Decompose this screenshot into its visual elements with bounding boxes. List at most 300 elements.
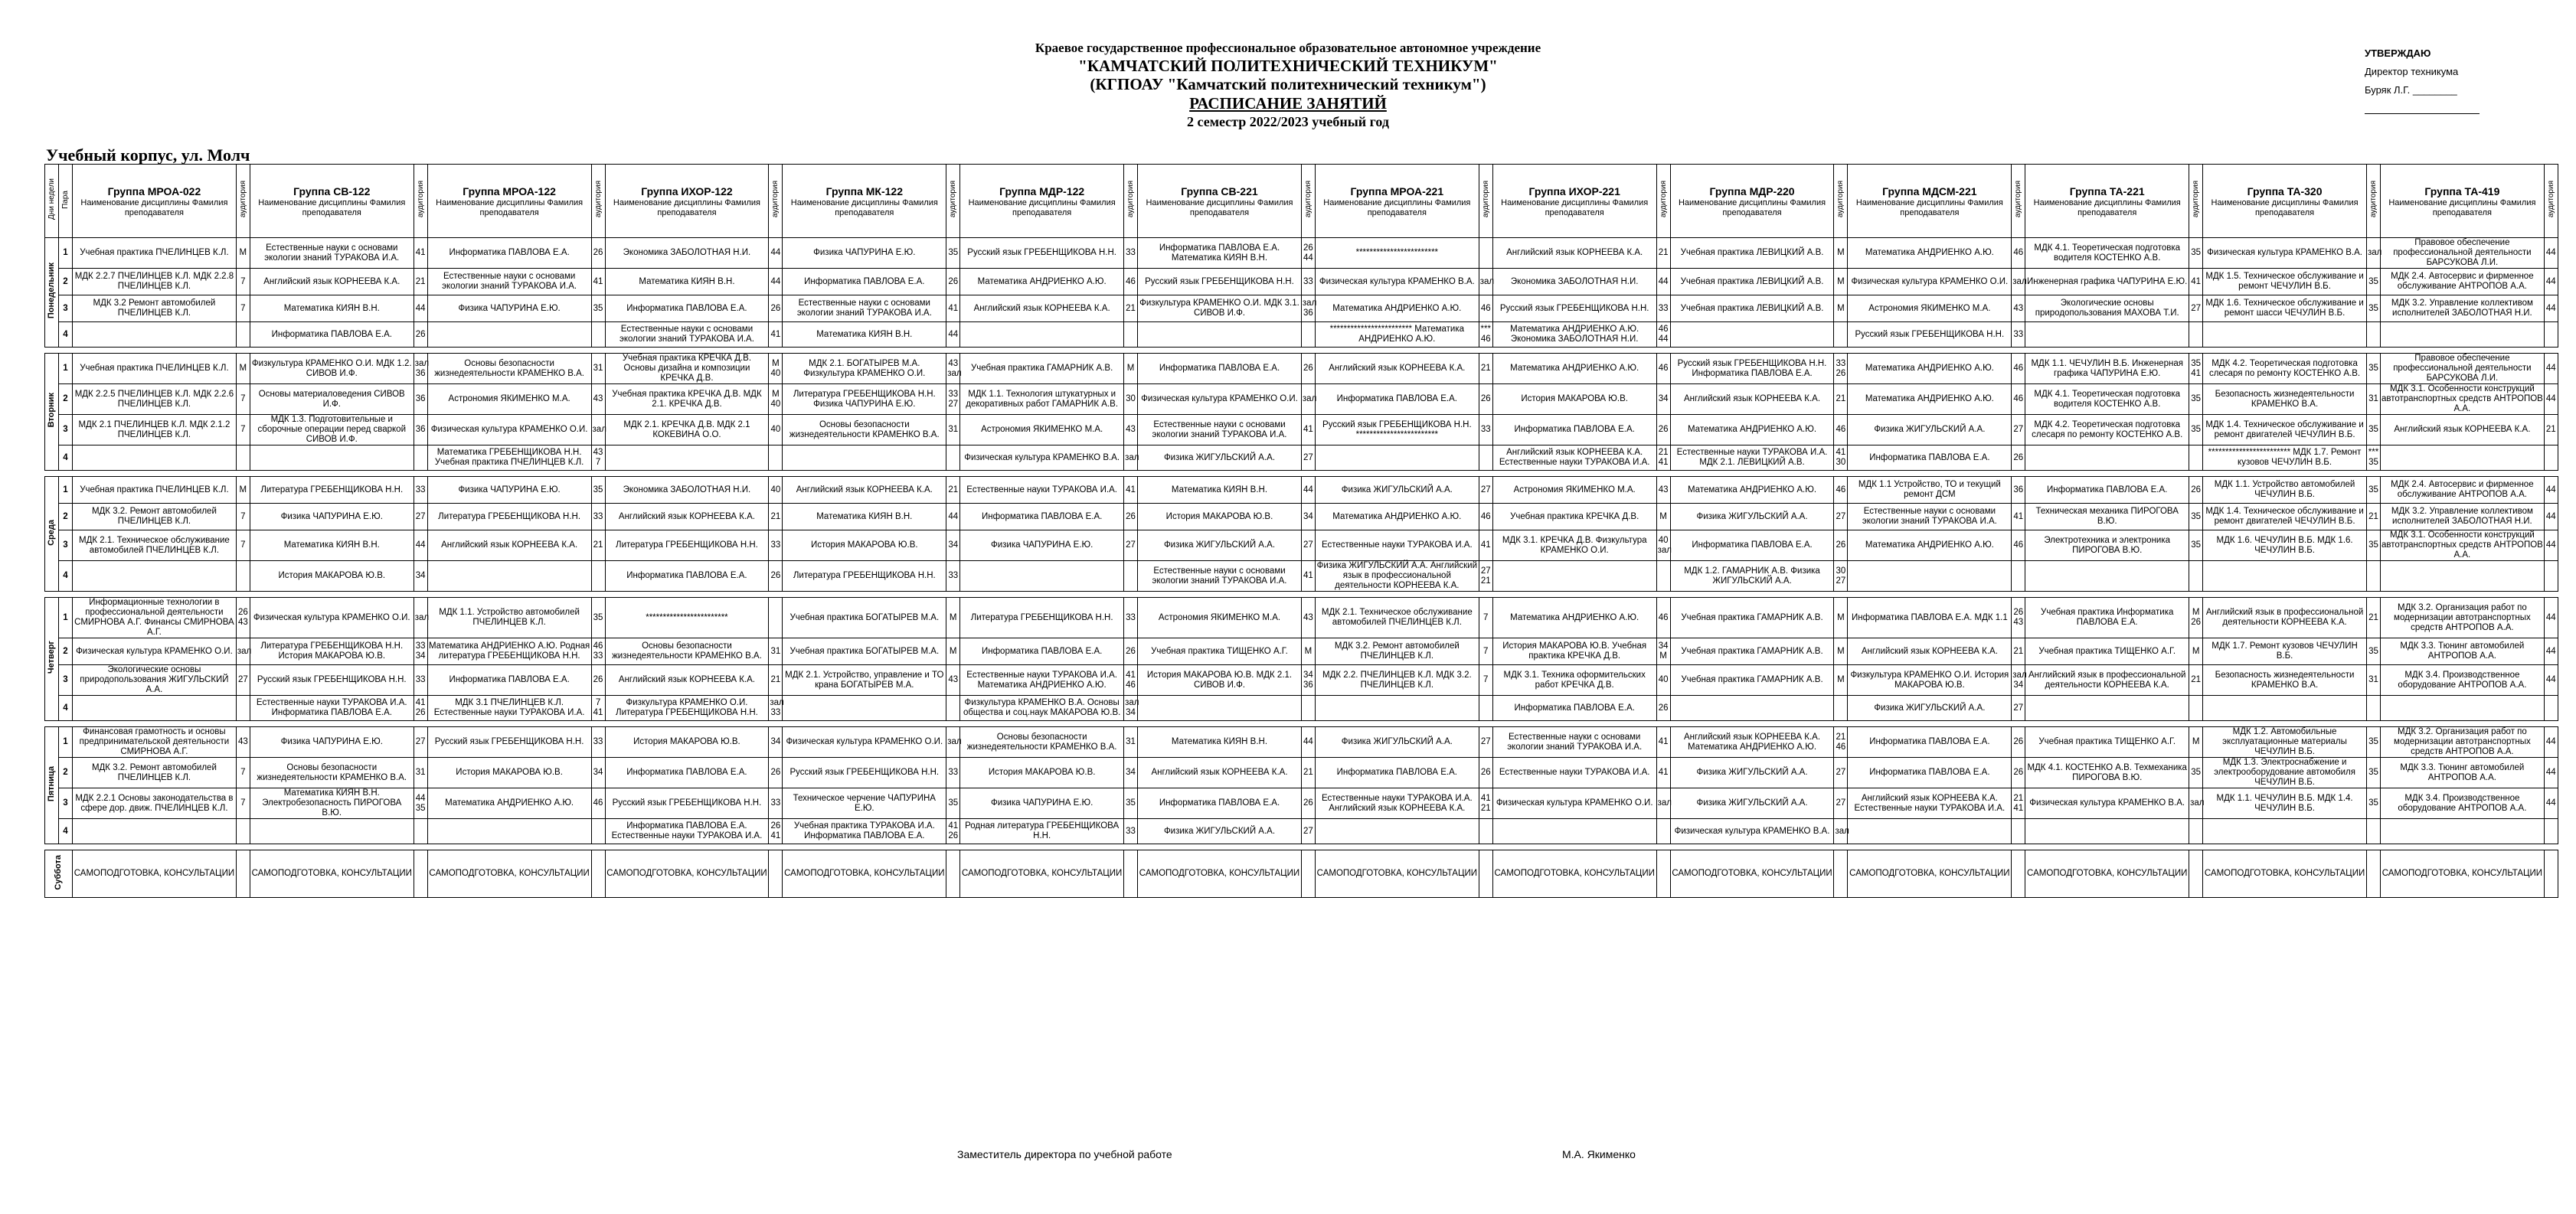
lesson-cell: МДК 2.4. Автосервис и фирменное обслуживание АНТРОПОВ А.А. (2380, 477, 2544, 504)
lesson-cell: МДК 3.1. Особенности конструкций автотранспортных средств АНТРОПОВ А.А. (2381, 530, 2543, 560)
pair-number: 4 (59, 819, 73, 844)
vertical-label: аудитория (771, 181, 780, 218)
group-name: Группа МДР-122 (999, 184, 1085, 197)
lesson-cell: Математика АНДРИЕНКО А.Ю. Родная литература ГРЕБЕНЩИКОВА Н.Н. (427, 638, 591, 665)
room-cell: 26 (946, 269, 960, 295)
day-cell (45, 598, 59, 721)
vertical-label: аудитория (1303, 181, 1313, 218)
lesson-cell: Физическая культура КРАМЕНКО В.А. (960, 445, 1124, 471)
room-cell: 21 41 (1656, 445, 1670, 471)
room-cell: 43 (591, 384, 605, 415)
room-cell: 21 (1301, 758, 1315, 788)
lesson-cell: Математика КИЯН В.Н. (605, 269, 769, 295)
lesson-cell: МДК 3.3. Тюнинг автомобилей АНТРОПОВ А.А. (2380, 638, 2544, 665)
room-cell (1656, 561, 1670, 592)
room-cell: 44 (2544, 384, 2558, 415)
pair-number: 3 (59, 295, 73, 322)
lesson-cell: Физика ЖИГУЛЬСКИЙ А.А. (1138, 819, 1302, 844)
room-cell: 33 (1124, 238, 1138, 269)
lesson-cell: Английский язык КОРНЕЕВА К.А. Математика АНДРИЕНКО А.Ю. (1670, 727, 1834, 758)
lesson-cell: Информатика ПАВЛОВА Е.А. (1848, 727, 2012, 758)
table-row (45, 819, 2558, 844)
table-row (45, 477, 2558, 504)
room-cell: 41 (1656, 727, 1670, 758)
day-separator (45, 592, 2558, 598)
room-cell (2544, 322, 2558, 348)
room-cell: 33 (946, 758, 960, 788)
room-cell: 44 (2544, 665, 2558, 696)
lesson-cell: Математика АНДРИЕНКО А.Ю. (1670, 477, 1834, 504)
pair-number: 3 (59, 530, 73, 561)
lesson-cell: Русский язык ГРЕБЕНЩИКОВА Н.Н. (250, 665, 414, 696)
room-cell: 27 (414, 504, 427, 530)
room-cell: 31 (2366, 665, 2380, 696)
pair-number: 4 (59, 445, 73, 471)
room-cell: 40 зал (1656, 530, 1670, 561)
table-row (45, 638, 2558, 665)
room-header (2366, 165, 2380, 238)
lesson-cell: История МАКАРОВА Ю.В. (250, 561, 414, 592)
lesson-cell (250, 445, 414, 471)
lesson-cell: Информатика ПАВЛОВА Е.А. (250, 322, 414, 348)
room-cell: 27 (1479, 477, 1492, 504)
room-cell: 31 (946, 415, 960, 445)
lesson-cell: Математика АНДРИЕНКО А.Ю. (960, 269, 1124, 295)
pair-number: 4 (59, 696, 73, 721)
room-cell (1479, 850, 1492, 898)
lesson-cell (1138, 696, 1302, 721)
lesson-cell: Английский язык КОРНЕЕВА К.А. (250, 269, 414, 295)
room-cell: 46 (591, 788, 605, 819)
group-header (427, 165, 591, 238)
table-row (45, 415, 2558, 445)
lesson-cell: Физика ЧАПУРИНА Е.Ю. (427, 295, 591, 322)
room-cell (946, 445, 960, 471)
room-cell: зал (591, 415, 605, 445)
lesson-cell: МДК 3.1. Техника оформительских работ КРЕЧКА Д.В. (1492, 665, 1656, 696)
vertical-label: Суббота (54, 854, 63, 890)
pair-number: 3 (59, 415, 73, 445)
room-cell: 7 (236, 384, 250, 415)
footer-signer: М.А. Якименко (1562, 1148, 1636, 1160)
lesson-cell: МДК 3.4. Производственное оборудование АНТРОПОВ А.А. (2380, 788, 2544, 819)
room-cell: 26 (591, 238, 605, 269)
semester-label: 2 семестр 2022/2023 учебный год (1187, 114, 1389, 129)
room-cell (236, 819, 250, 844)
lesson-cell: Физическая культура КРАМЕНКО О.И. (250, 598, 414, 638)
group-subheader: Наименование дисциплины Фамилия преподавателя (436, 197, 584, 217)
lesson-cell: Физкультура КРАМЕНКО О.И. История МАКАРОВА Ю.В. (1848, 665, 2012, 696)
room-cell: 46 (1656, 598, 1670, 638)
room-cell (1656, 850, 1670, 898)
lesson-cell: Естественные науки ТУРАКОВА И.А. МДК 2.1. ЛЕВИЦКИЙ А.В. (1670, 445, 1834, 471)
room-header (1834, 165, 1848, 238)
room-cell: 26 43 (236, 598, 250, 638)
lesson-cell: Информатика ПАВЛОВА Е.А. (960, 638, 1124, 665)
lesson-cell (2380, 445, 2544, 471)
room-cell (2366, 850, 2380, 898)
room-cell: 35 (2189, 530, 2203, 561)
pair-number: 4 (59, 561, 73, 592)
lesson-cell: Правовое обеспечение профессиональной деятельности БАРСУКОВА Л.И. (2380, 238, 2544, 269)
lesson-cell: Русский язык ГРЕБЕНЩИКОВА Н.Н. (605, 788, 769, 819)
room-cell: 35 (2366, 269, 2380, 295)
room-cell (2366, 322, 2380, 348)
lesson-cell: МДК 1.1. Устройство автомобилей ЧЕЧУЛИН В.Б. (2203, 477, 2367, 504)
room-cell: 35 (2366, 638, 2380, 665)
lesson-cell: Математика КИЯН В.Н. Электробезопасность ПИРОГОВА В.Ю. (250, 788, 414, 819)
lesson-cell: Электротехника и электроника ПИРОГОВА В.Ю. (2025, 530, 2189, 561)
room-cell (236, 322, 250, 348)
lesson-cell: Техническое черчение ЧАПУРИНА Е.Ю. (783, 788, 946, 819)
room-cell: зал 34 (1124, 696, 1138, 721)
lesson-cell (1492, 819, 1656, 844)
lesson-cell: Английский язык КОРНЕЕВА К.А. (960, 295, 1124, 322)
lesson-cell: Математика КИЯН В.Н. (250, 295, 414, 322)
lesson-cell: ************************ (605, 598, 769, 638)
lesson-cell: МДК 2.2.7 ПЧЕЛИНЦЕВ К.Л. МДК 2.2.8 ПЧЕЛИНЦЕВ К.Л. (73, 269, 237, 295)
lesson-cell: Английский язык КОРНЕЕВА К.А. (1492, 238, 1656, 269)
lesson-cell: Математика ГРЕБЕНЩИКОВА Н.Н. Учебная практика ПЧЕЛИНЦЕВ К.Л. (427, 445, 591, 471)
lesson-cell: Родная литература ГРЕБЕНЩИКОВА Н.Н. (960, 819, 1124, 844)
lesson-cell: Основы безопасности жизнедеятельности КРАМЕНКО В.А. (250, 758, 414, 788)
room-cell: 40 (769, 415, 783, 445)
lesson-cell (605, 445, 769, 471)
room-cell: 7 (1479, 665, 1492, 696)
lesson-cell: Английский язык КОРНЕЕВА К.А. (1670, 384, 1834, 415)
pair-number: 4 (59, 322, 73, 348)
group-subheader: Наименование дисциплины Фамилия преподавателя (790, 197, 938, 217)
pair-number: 3 (59, 788, 73, 819)
room-cell: 34 (1656, 384, 1670, 415)
lesson-cell: Английский язык КОРНЕЕВА К.А. (1315, 354, 1479, 384)
room-cell: 35 (2366, 354, 2380, 384)
lesson-cell: История МАКАРОВА Ю.В. (427, 758, 591, 788)
room-cell: 41 (1124, 477, 1138, 504)
room-cell: 7 (1479, 638, 1492, 665)
saturday-cell: САМОПОДГОТОВКА, КОНСУЛЬТАЦИИ (605, 850, 769, 898)
lesson-cell: Естественные науки ТУРАКОВА И.А. Информатика ПАВЛОВА Е.А. (250, 696, 414, 721)
room-cell: 44 (2544, 727, 2558, 758)
room-cell: 26 (1301, 788, 1315, 819)
document-header (0, 40, 2576, 130)
lesson-cell: Учебная практика ЛЕВИЦКИЙ А.В. (1670, 238, 1834, 269)
room-cell: 44 (2544, 269, 2558, 295)
room-cell: 27 (2189, 295, 2203, 322)
lesson-cell: Астрономия ЯКИМЕНКО М.А. (427, 384, 591, 415)
room-cell: 33 (946, 561, 960, 592)
schedule-table (44, 164, 2558, 898)
room-cell: 41 (769, 322, 783, 348)
lesson-cell (2380, 561, 2544, 592)
lesson-cell: Безопасность жизнедеятельности КРАМЕНКО В.А. (2203, 665, 2367, 696)
group-subheader: Наименование дисциплины Фамилия преподавателя (1855, 197, 2003, 217)
table-row (45, 598, 2558, 638)
lesson-cell (960, 561, 1124, 592)
group-name: Группа ТА-320 (2247, 184, 2323, 197)
lesson-cell: МДК 1.1. Устройство автомобилей ПЧЕЛИНЦЕВ К.Л. (427, 598, 591, 638)
lesson-cell (73, 322, 237, 348)
room-cell: 44 (946, 322, 960, 348)
pair-number: 2 (59, 384, 73, 415)
group-name: Группа МДР-220 (1709, 184, 1795, 197)
room-cell: 30 27 (1834, 561, 1848, 592)
lesson-cell: Информатика ПАВЛОВА Е.А. (1670, 530, 1834, 561)
lesson-cell (1848, 561, 2012, 592)
lesson-cell: Физика ЖИГУЛЬСКИЙ А.А. (1138, 445, 1302, 471)
lesson-cell (2025, 561, 2189, 592)
lesson-cell: Математика КИЯН В.Н. (1138, 727, 1302, 758)
lesson-cell: МДК 1.3. Электроснабжение и электрооборудование автомобиля ЧЕЧУЛИН В.Б. (2203, 758, 2367, 788)
lesson-cell: Русский язык ГРЕБЕНЩИКОВА Н.Н. (960, 238, 1124, 269)
vertical-label: Вторник (47, 393, 56, 428)
lesson-cell: Астрономия ЯКИМЕНКО М.А. (1848, 295, 2012, 322)
room-cell: 7 41 (591, 696, 605, 721)
room-cell: зал (236, 638, 250, 665)
room-cell: 27 (236, 665, 250, 696)
lesson-cell: Физика ЖИГУЛЬСКИЙ А.А. Английский язык в профессиональной деятельности КОРНЕЕВА К.А. (1315, 561, 1479, 592)
room-cell: 26 (2012, 727, 2025, 758)
vertical-label: Среда (47, 519, 56, 546)
room-cell: 46 (1656, 354, 1670, 384)
vertical-label: Понедельник (47, 263, 56, 319)
lesson-cell: История МАКАРОВА Ю.В. (1492, 384, 1656, 415)
room-cell: 26 (2012, 758, 2025, 788)
room-cell: 7 (236, 295, 250, 322)
lesson-cell: Математика КИЯН В.Н. (783, 322, 946, 348)
lesson-cell: Физика ЖИГУЛЬСКИЙ А.А. (1670, 504, 1834, 530)
room-cell: М (1834, 238, 1848, 269)
day-cell (45, 354, 59, 471)
saturday-cell: САМОПОДГОТОВКА, КОНСУЛЬТАЦИИ (1848, 850, 2012, 898)
room-cell (2189, 445, 2203, 471)
lesson-cell: История МАКАРОВА Ю.В. (605, 727, 769, 758)
room-cell (414, 445, 427, 471)
room-cell: 33 (769, 530, 783, 561)
lesson-cell: МДК 2.1. Устройство, управление и ТО крана БОГАТЫРЕВ М.А. (783, 665, 946, 696)
room-cell: 41 26 (946, 819, 960, 844)
lesson-cell: Математика АНДРИЕНКО А.Ю. (1848, 530, 2012, 561)
lesson-cell: Математика КИЯН В.Н. (250, 530, 414, 561)
room-cell: 26 (769, 561, 783, 592)
lesson-cell: Учебная практика БОГАТЫРЕВ М.А. (783, 638, 946, 665)
room-cell: 26 (769, 758, 783, 788)
room-cell: 26 (1656, 696, 1670, 721)
group-header (250, 165, 414, 238)
room-cell (1124, 561, 1138, 592)
room-cell: 33 34 (414, 638, 427, 665)
lesson-cell: Учебная практика КРЕЧКА Д.В. МДК 2.1. КРЕЧКА Д.В. (605, 384, 769, 415)
room-cell: 26 (2189, 477, 2203, 504)
group-header (1848, 165, 2012, 238)
group-subheader: Наименование дисциплины Фамилия преподавателя (2211, 197, 2359, 217)
lesson-cell: Учебная практика Информатика ПАВЛОВА Е.А. (2025, 598, 2189, 638)
room-cell: М (1834, 638, 1848, 665)
room-cell: зал (946, 727, 960, 758)
lesson-cell: Основы материаловедения СИВОВ И.Ф. (250, 384, 414, 415)
vertical-label: аудитория (238, 181, 247, 218)
lesson-cell: Информатика ПАВЛОВА Е.А. (1848, 758, 2012, 788)
lesson-cell: Физическая культура КРАМЕНКО В.А. (1670, 819, 1834, 844)
vertical-label: аудитория (949, 181, 958, 218)
lesson-cell: Естественные науки с основами экологии знаний ТУРАКОВА И.А. (605, 322, 769, 348)
lesson-cell: Информатика ПАВЛОВА Е.А. (960, 504, 1124, 530)
lesson-cell: Информатика ПАВЛОВА Е.А. (1315, 758, 1479, 788)
lesson-cell (2203, 322, 2367, 348)
room-cell: 46 (1834, 415, 1848, 445)
room-cell: 46 (2012, 384, 2025, 415)
group-name: Группа МК-122 (825, 184, 903, 197)
room-cell: М (236, 238, 250, 269)
room-cell: 41 (1656, 758, 1670, 788)
group-header (1315, 165, 1479, 238)
lesson-cell: МДК 2.2. ПЧЕЛИНЦЕВ К.Л. МДК 3.2. ПЧЕЛИНЦЕВ К.Л. (1315, 665, 1479, 696)
lesson-cell: Естественные науки ТУРАКОВА И.А. (1315, 530, 1479, 561)
room-cell: 44 (2544, 530, 2558, 561)
footer-position: Заместитель директора по учебной работе (957, 1148, 1172, 1160)
room-cell: 43 7 (591, 445, 605, 471)
room-cell: 26 41 (769, 819, 783, 844)
lesson-cell: Астрономия ЯКИМЕНКО М.А. (1492, 477, 1656, 504)
room-cell: 21 (2012, 638, 2025, 665)
room-cell: 44 (2544, 598, 2558, 638)
lesson-cell: Учебная практика ГАМАРНИК А.В. (1670, 665, 1834, 696)
lesson-cell: Основы безопасности жизнедеятельности КРАМЕНКО В.А. (783, 415, 946, 445)
lesson-cell: История МАКАРОВА Ю.В. (1138, 504, 1302, 530)
lesson-cell: Техническая механика ПИРОГОВА В.Ю. (2025, 504, 2189, 530)
room-cell: 36 (414, 384, 427, 415)
day-separator (45, 348, 2558, 354)
separator-cell (45, 721, 2558, 727)
room-cell: 46 44 (1656, 322, 1670, 348)
table-row (45, 788, 2558, 819)
room-cell: 21 (946, 477, 960, 504)
lesson-cell (2025, 322, 2189, 348)
lesson-cell: Математика АНДРИЕНКО А.Ю. (427, 788, 591, 819)
room-cell: зал 36 (414, 354, 427, 384)
pair-number: 1 (59, 727, 73, 758)
room-cell: 44 (946, 504, 960, 530)
lesson-cell: Физика ЖИГУЛЬСКИЙ А.А. (1848, 696, 2012, 721)
lesson-cell: Физическая культура КРАМЕНКО В.А. (2025, 788, 2189, 819)
room-cell: М (946, 638, 960, 665)
lesson-cell (1492, 561, 1656, 592)
lesson-cell: История МАКАРОВА Ю.В. (960, 758, 1124, 788)
lesson-cell: Физика ЧАПУРИНА Е.Ю. (427, 477, 591, 504)
room-cell (2366, 819, 2380, 844)
room-cell: 26 (769, 295, 783, 322)
room-cell: 44 (2544, 354, 2558, 384)
room-cell: 35 (2366, 415, 2380, 445)
room-cell (414, 819, 427, 844)
room-cell: 35 (2366, 758, 2380, 788)
group-header (605, 165, 769, 238)
table-row (45, 322, 2558, 348)
day-cell (45, 727, 59, 844)
vertical-label: аудитория (1126, 181, 1136, 218)
room-cell: 26 (1479, 384, 1492, 415)
room-header (2544, 165, 2558, 238)
lesson-cell: Математика АНДРИЕНКО А.Ю. (1492, 354, 1656, 384)
room-header (236, 165, 250, 238)
room-cell: 31 (769, 638, 783, 665)
room-cell: *** 35 (2366, 445, 2380, 471)
lesson-cell: Информатика ПАВЛОВА Е.А. Математика КИЯН В.Н. (1138, 238, 1302, 269)
lesson-cell: Английский язык КОРНЕЕВА К.А. (783, 477, 946, 504)
lesson-cell: Астрономия ЯКИМЕНКО М.А. (960, 415, 1124, 445)
saturday-cell: САМОПОДГОТОВКА, КОНСУЛЬТАЦИИ (960, 850, 1124, 898)
lesson-cell (1315, 696, 1479, 721)
day-cell (45, 850, 73, 898)
room-cell (591, 850, 605, 898)
lesson-cell: Информатика ПАВЛОВА Е.А. (783, 269, 946, 295)
room-cell: 41 (414, 238, 427, 269)
lesson-cell: Информатика ПАВЛОВА Е.А. (1848, 445, 2012, 471)
lesson-cell: Физическая культура КРАМЕНКО В.А. (2203, 238, 2367, 269)
room-cell: 27 (1834, 504, 1848, 530)
lesson-cell (2380, 322, 2544, 348)
room-cell (591, 819, 605, 844)
lesson-cell: Экономика ЗАБОЛОТНАЯ Н.И. (605, 238, 769, 269)
room-cell: М (1834, 598, 1848, 638)
room-cell (1834, 850, 1848, 898)
lesson-cell: Правовое обеспечение профессиональной деятельности БАРСУКОВА Л.И. (2380, 354, 2544, 384)
lesson-cell: Английский язык КОРНЕЕВА К.А. Естественные науки ТУРАКОВА И.А. (1492, 445, 1656, 471)
group-name: Группа СВ-122 (293, 184, 371, 197)
room-cell: 46 (1479, 504, 1492, 530)
room-cell: 35 (591, 295, 605, 322)
room-cell: 44 (1301, 727, 1315, 758)
room-cell: 35 (2189, 758, 2203, 788)
lesson-cell (783, 445, 946, 471)
room-cell: М 26 (2189, 598, 2203, 638)
pair-number: 2 (59, 758, 73, 788)
lesson-cell: МДК 1.2. ГАМАРНИК А.В. Физика ЖИГУЛЬСКИЙ А.А. (1670, 561, 1834, 592)
table-row (45, 354, 2558, 384)
lesson-cell: Учебная практика ТИЩЕНКО А.Г. (1138, 638, 1302, 665)
room-cell: 35 (2366, 727, 2380, 758)
table-row (45, 238, 2558, 269)
room-cell: 40 (769, 477, 783, 504)
group-name: Группа ИХОР-122 (641, 184, 733, 197)
room-cell (2366, 696, 2380, 721)
room-cell: 21 (2366, 504, 2380, 530)
room-cell: 34 (946, 530, 960, 561)
lesson-cell: Учебная практика ТИЩЕНКО А.Г. (2025, 727, 2189, 758)
room-cell: 35 (2366, 530, 2380, 561)
room-cell: зал (414, 598, 427, 638)
lesson-cell: Русский язык ГРЕБЕНЩИКОВА Н.Н. Информатика ПАВЛОВА Е.А. (1670, 354, 1834, 384)
lesson-cell: МДК 3.4. Производственное оборудование АНТРОПОВ А.А. (2380, 665, 2544, 696)
lesson-cell: МДК 3.2. Управление коллективом исполнителей ЗАБОЛОТНАЯ Н.И. (2380, 295, 2544, 322)
saturday-cell: САМОПОДГОТОВКА, КОНСУЛЬТАЦИИ (2025, 850, 2189, 898)
room-cell (591, 561, 605, 592)
room-cell: 44 (2544, 295, 2558, 322)
lesson-cell: Математика АНДРИЕНКО А.Ю. Экономика ЗАБОЛОТНАЯ Н.И. (1492, 322, 1656, 348)
lesson-cell: МДК 1.7. Ремонт кузовов ЧЕЧУЛИН В.Б. (2203, 638, 2367, 665)
room-cell (1479, 696, 1492, 721)
day-separator (45, 471, 2558, 477)
room-cell: 35 (591, 598, 605, 638)
table-row (45, 295, 2558, 322)
room-cell: 43 (1301, 598, 1315, 638)
lesson-cell (2025, 819, 2189, 844)
lesson-cell: МДК 3.2. Ремонт автомобилей ПЧЕЛИНЦЕВ К.Л. (1315, 638, 1479, 665)
lesson-cell (2203, 819, 2367, 844)
room-cell: 7 (236, 530, 250, 561)
room-cell: 26 (1124, 638, 1138, 665)
room-cell: 21 (1834, 384, 1848, 415)
